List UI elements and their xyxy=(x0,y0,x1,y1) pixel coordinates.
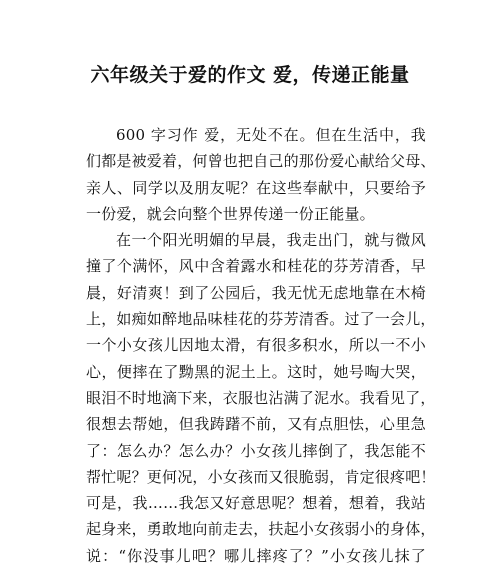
text-line: 们都是被爱着，何曾也把自己的那份爱心献给父母、 xyxy=(86,152,436,171)
text-line: 眼泪不时地滴下来，衣服也沾满了泥水。我看见了， xyxy=(86,388,436,407)
text-line: 一份爱，就会向整个世界传递一份正能量。 xyxy=(86,204,375,223)
text-line: 很想去帮她，但我踌躇不前，又有点胆怯，心里急 xyxy=(86,415,426,434)
paragraph-2 xyxy=(86,227,436,566)
document-title: 六年级关于爱的作文 爱，传递正能量 xyxy=(90,64,410,86)
text-line: 说：“你没事儿吧？哪儿摔疼了？”小女孩儿抹了 xyxy=(86,546,426,565)
text-line: 晨，好清爽！到了公园后，我无忧无虑地靠在木椅 xyxy=(86,283,426,302)
text-line: 心，便摔在了黝黑的泥土上。这时，她号啕大哭， xyxy=(86,362,426,381)
text-line: 帮忙呢？更何况，小女孩而又很脆弱，肯定很疼吧！ xyxy=(86,467,436,486)
paragraph-1 xyxy=(86,122,436,227)
text-line: 亲人、同学以及朋友呢？在这些奉献中，只要给予 xyxy=(86,178,426,197)
text-line: 了：怎么办？怎么办？小女孩儿摔倒了，我怎能不 xyxy=(86,441,426,460)
text-line: 起身来，勇敢地向前走去，扶起小女孩弱小的身体， xyxy=(86,520,436,539)
text-line: 撞了个满怀，风中含着露水和桂花的芬芳清香，早 xyxy=(86,257,426,276)
text-line: 上，如痴如醉地品味桂花的芬芳清香。过了一会儿， xyxy=(86,310,436,329)
text-line: 可是，我……我怎又好意思呢？想着，想着，我站 xyxy=(86,494,426,513)
document-body xyxy=(86,122,436,566)
text-line: 一个小女孩儿因地太滑，有很多积水，所以一不小 xyxy=(86,336,426,355)
text-line: 600 字习作 爱，无处不在。但在生活中，我 xyxy=(116,126,426,144)
text-line: 在一个阳光明媚的早晨，我走出门，就与微风 xyxy=(116,231,426,250)
